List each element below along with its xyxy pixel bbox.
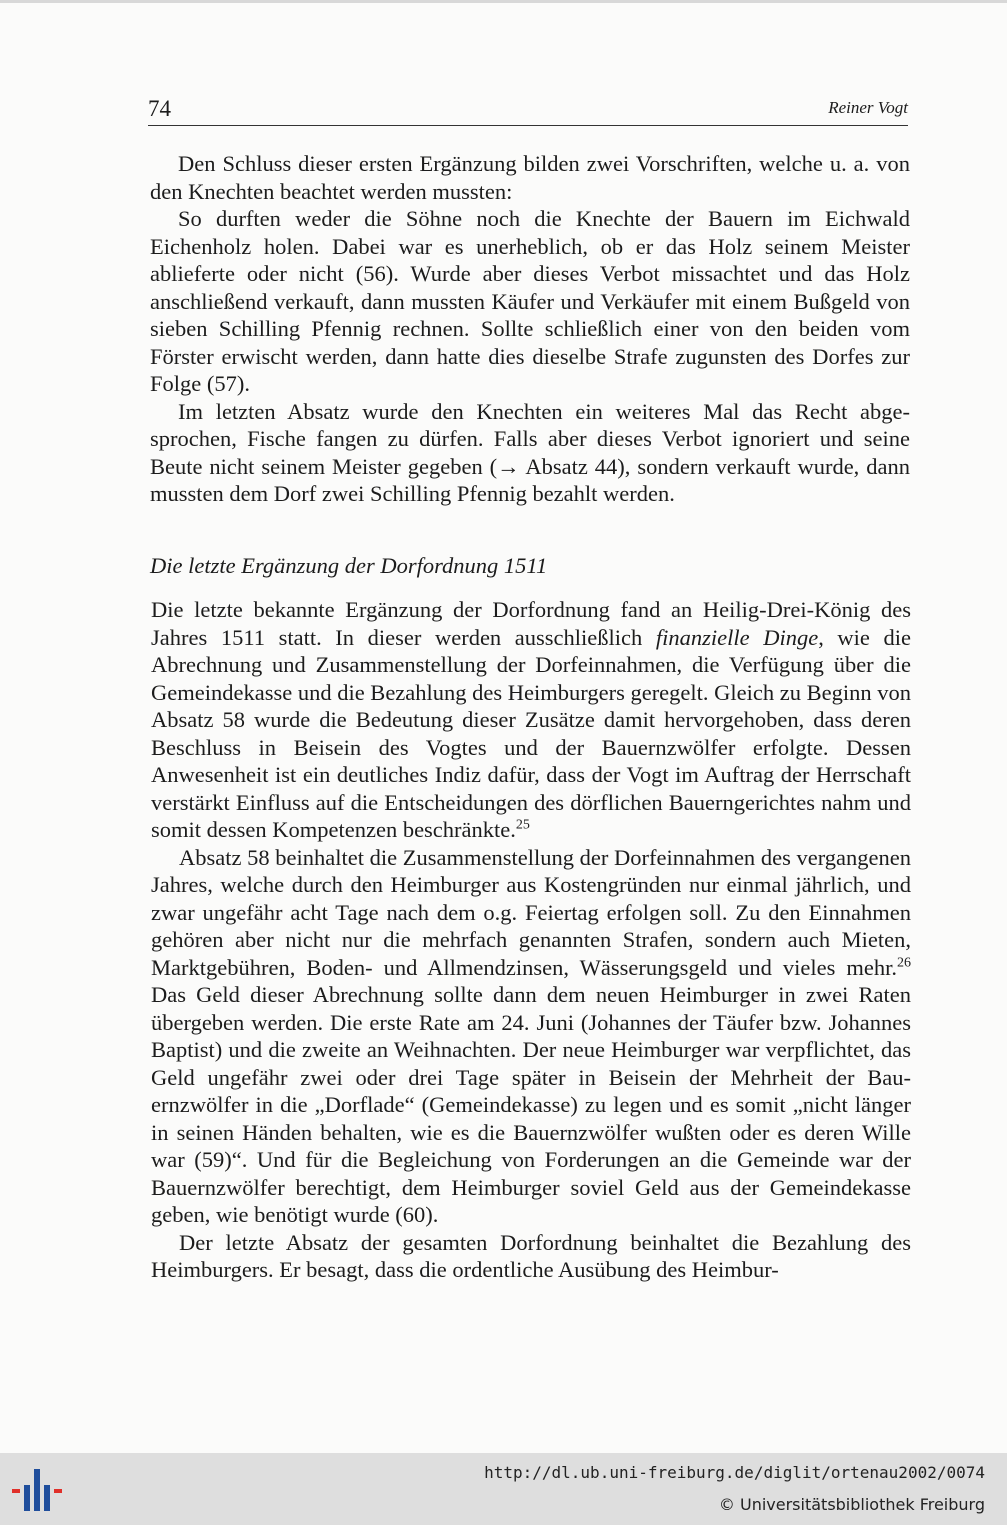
running-head-author: Reiner Vogt [828, 98, 908, 117]
footer-copyright: © Universitätsbibliothek Freiburg [718, 1495, 985, 1514]
paragraph [151, 596, 911, 844]
emphasis-text: finanzielle Dinge [655, 624, 819, 650]
paragraph-text: Das Geld dieser Abrechnung sollte dann dem neuen Heimburger in zwei Raten übergeben werden. Die erste Rate am 24. Juni (Johannes der Täufer bzw. Johannes Baptist) und die zweite an Weihnachten. Der neue Heimburger war verpflichtet, das Geld ungefähr zwei oder drei Tage später in Beisein der Mehrheit der Bauernzwölfer in die „Dorflade“ (Gemeindekasse) zu legen und es somit „nicht länger in seinen Händen behalten, wie es die Bauernzwölfer wußten oder es deren Wille war (59)“. Und für die Begleichung von Forderungen an die Gemeinde war der Bauernzwölfer berechtigt, dem Heimburger soviel Geld aus der Gemeindekasse geben, wie benötigt wurde (60). [151, 982, 911, 1227]
paragraph-text: Die letzte bekannte Ergänzung der Dorfordnung fand an Heilig-Drei-König des Jahres 1511 statt. In dieser werden ausschließlich [151, 597, 911, 650]
text-block-2 [151, 596, 911, 1284]
page-number: 74 [148, 96, 171, 121]
paragraph: Der letzte Absatz der gesamten Dorfordnung beinhaltet die Bezahlung des Heimburgers. Er besagt, dass die ordentliche Ausübung des Heimbur- [151, 1229, 911, 1282]
section-heading: Die letzte Ergänzung der Dorfordnung 1511 [150, 553, 548, 578]
footer-url-link[interactable]: http://dl.ub.uni-freiburg.de/diglit/ortenau2002/0074 [484, 1463, 985, 1482]
page-top-edge [0, 0, 1007, 3]
paragraph [151, 844, 911, 1229]
paragraph: So durften weder die Söhne noch die Knechte der Bauern im Eichwald Eichenholz holen. Dabei war es unerheblich, ob er das Holz seinem Meister ablieferte oder nicht (56). Wurde aber dieses Verbot missachtet und das Holz anschließend verkauft, dann mussten Käufer und Verkäufer mit einem Bußgeld von sieben Schilling Pfennig rechnen. Sollte schließlich einer von den beiden vom Förster erwischt werden, dann hatte dies dieselbe Strafe zugunsten des Dorfes zur Folge (57). [150, 206, 910, 396]
paragraph: Den Schluss dieser ersten Ergänzung bilden zwei Vorschriften, welche u. a. von den Knechten beachtet werden mussten: [150, 151, 910, 204]
paragraph-text: , wie die Abrechnung und Zusammenstellung der Dorfeinnahmen, die Verfügung über die Gemeindekasse und die Bezahlung des Heimburgers geregelt. Gleich zu Beginn von Absatz 58 wurde die Bedeutung dieser Zusätze damit hervorgehoben, dass deren Beschluss in Beisein des Vogtes und der Bauernzwölfer erfolgte. Dessen Anwesenheit ist ein deutliches Indiz dafür, dass der Vogt im Auftrag der Herrschaft verstärkt Einfluss auf die Entscheidungen des dörflichen Bauerngerichtes nahm und somit dessen Kompetenzen beschränkte. [151, 624, 911, 842]
footnote-marker: 26 [897, 955, 911, 970]
footnote-marker: 25 [515, 817, 530, 833]
header-rule [148, 125, 908, 126]
footer-bar [0, 1453, 1007, 1525]
ub-freiburg-logo-icon [12, 1465, 68, 1515]
page-header [148, 92, 908, 126]
paragraph-text: Absatz 58 beinhaltet die Zusammenstellung der Dorfeinnahmen des vergangenen Jahres, welche durch den Heimburger aus Kostengründen nur einmal jährlich, und zwar ungefähr acht Tage nach dem o.g. Feiertag erfolgen soll. Zu den Einnahmen gehören aber nicht nur die mehrfach genannten Strafen, sondern auch Mieten, Marktgebühren, Boden- und Allmendzinsen, Wässerungsgeld und vieles mehr. [151, 844, 911, 980]
paragraph: Im letzten Absatz wurde den Knechten ein weiteres Mal das Recht abgesprochen, Fische fangen zu dürfen. Falls aber dieses Verbot ignoriert und seine Beute nicht seinem Meister gegeben (→ Absatz 44), sondern verkauft wurde, dann mussten dem Dorf zwei Schilling Pfennig bezahlt werden. [150, 398, 910, 506]
text-block-1 [150, 150, 910, 508]
